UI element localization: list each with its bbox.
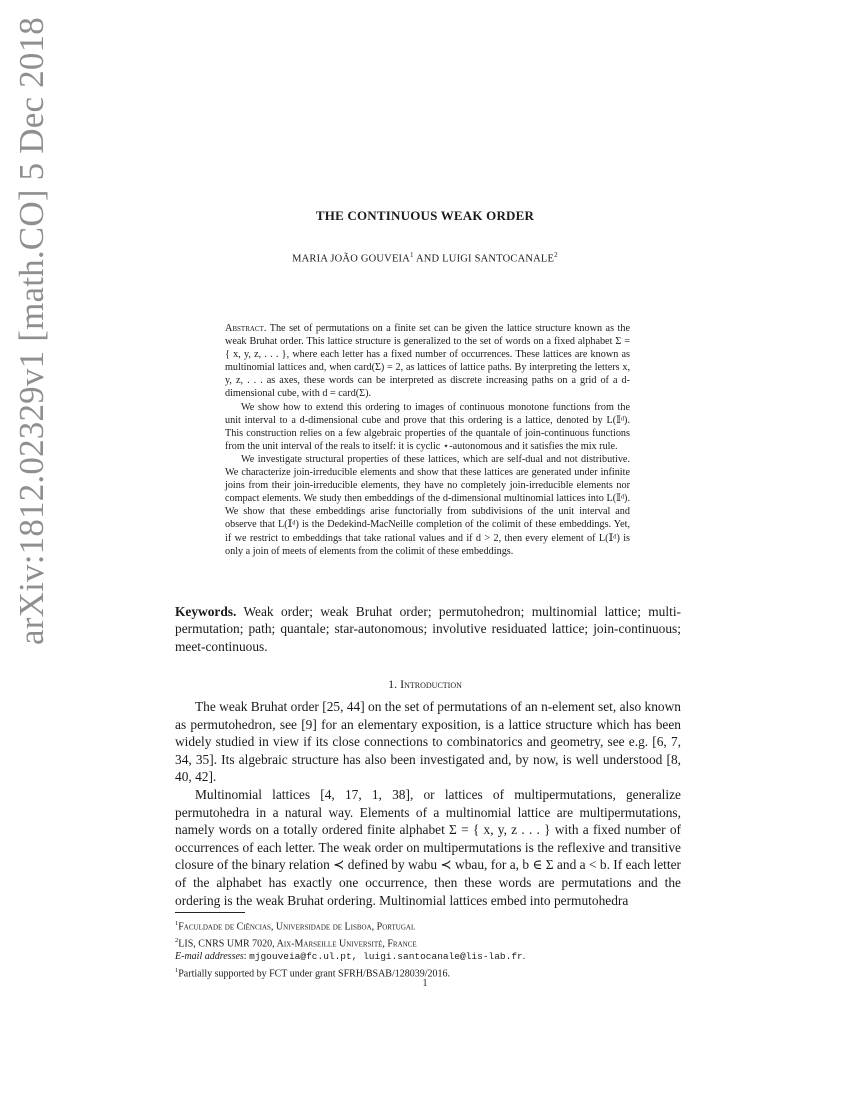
author-1: MARIA JOÃO GOUVEIA <box>292 253 411 265</box>
page-number: 1 <box>422 978 428 989</box>
body-paragraph-1: The weak Bruhat order [25, 44] on the set of permutations of an n-element set, also known as permutohedron, see [9] for an elementary exposition, is a lattice structure which has been widely studied in view if its close connections to combinatorics and geometry, see e.g. [6, 7, 34, 35]. Its algebraic structure has also been investigated and, by now, is well understood [8, 40, 42]. <box>175 699 681 785</box>
footnote-mark: 1 <box>175 920 179 927</box>
email-label: E-mail addresses <box>175 951 244 963</box>
footnote-mark: 2 <box>175 936 179 944</box>
section-title: Introduction <box>400 677 462 691</box>
footnote-emails: E-mail addresses: mjgouveia@fc.ul.pt, luigi.santocanale@lis-lab.fr. <box>175 951 526 963</box>
footnotes <box>175 917 681 981</box>
introduction-body <box>175 698 681 909</box>
author-line <box>0 251 850 265</box>
abstract-paragraph-1 <box>225 322 630 401</box>
footnote-mark: 1 <box>175 966 179 974</box>
footnote-affiliation-1 <box>175 917 681 934</box>
section-heading <box>0 677 850 692</box>
keywords-text: Weak order; weak Bruhat order; permutohedron; multinomial lattice; multi-permutation; path; quantale; star-autonomous; involutive residuated lattice; join-continuous; meet-continuous. <box>175 604 682 654</box>
footnote-affiliation-2 <box>175 934 681 951</box>
abstract <box>225 322 630 558</box>
section-number: 1. <box>388 677 398 691</box>
body-paragraph-2: Multinomial lattices [4, 17, 1, 38], or lattices of multipermutations, generalize permutohedra in a natural way. Elements of a multinomial lattice are multipermutations, namely words on a totally ordered finite alphabet Σ = { x, y, z . . . } with a fixed number of occurrences of each letter. The weak order on multipermutations is the reflexive and transitive closure of the binary relation ≺ defined by wabu ≺ wbau, for a, b ∈ Σ and a < b. If each letter of the alphabet has exactly one occurrence, then these words are permutations and the ordering is the weak Bruhat ordering. Multinomial lattices embed into permutohedra <box>175 786 681 908</box>
author-1-mark: 1 <box>410 251 414 259</box>
paper-title: THE CONTINUOUS WEAK ORDER <box>315 208 535 223</box>
footnote-rule <box>175 912 245 913</box>
abstract-text-1: The set of permutations on a finite set can be given the lattice structure known as the weak Bruhat order. This lattice structure is generalized to the set of words on a fixed alphabet Σ = { x, y, z, . . . }, where each letter has a fixed number of occurrences. These lattices are known as multinomial lattices and, when card(Σ) = 2, as lattices of lattice paths. By interpreting the letters x, y, z, . . . as axes, these words can be interpreted as discrete increasing paths on a grid of a d-dimensional cube, with d = card(Σ). <box>225 323 630 400</box>
footnote-text: LIS, CNRS UMR 7020, Aix-Marseille Université, France <box>178 938 417 950</box>
author-connector: AND <box>413 253 443 265</box>
arxiv-identifier-stamp: arXiv:1812.02329v1 [math.CO] 5 Dec 2018 <box>12 17 51 645</box>
footnote-text: Partially supported by FCT under grant SFRH/BSAB/128039/2016. <box>178 968 451 980</box>
abstract-paragraph-2: We show how to extend this ordering to images of continuous monotone functions from the unit interval to a d-dimensional cube and prove that this ordering is a lattice, denoted by L(𝕀ᵈ). This construction relies on a few algebraic properties of the quantale of join-continuous functions from the unit interval of the reals to itself: it is cyclic ⋆-autonomous and it satisfies the mix rule. <box>225 401 630 452</box>
abstract-paragraph-3: We investigate structural properties of these lattices, which are self-dual and not distributive. We characterize join-irreducible elements and show that these lattices are generated under infinite joins from their join-irreducible elements, they have no completely join-irreducible elements nor compact elements. We study then embeddings of the d-dimensional multinomial lattices into L(𝕀ᵈ). We show that these embeddings arise functorially from subdivisions of the unit interval and observe that L(𝕀ᵈ) is the Dedekind-MacNeille completion of the colimit of these embeddings. Yet, if we restrict to embeddings that take rational values and if d > 2, then every element of L(𝕀ᵈ) is only a join of meets of elements from the colimit of these embeddings. <box>225 453 630 557</box>
keywords-label: Keywords. <box>175 604 237 619</box>
footnote-text: Faculdade de Ciências, Universidade de Lisboa, Portugal <box>178 921 416 933</box>
author-2: LUIGI SANTOCANALE <box>442 253 555 265</box>
keywords <box>175 603 681 655</box>
email-addresses[interactable]: mjgouveia@fc.ul.pt, luigi.santocanale@lis-lab.fr <box>249 951 523 963</box>
abstract-label: Abstract. <box>225 323 267 334</box>
author-2-mark: 2 <box>554 251 558 259</box>
